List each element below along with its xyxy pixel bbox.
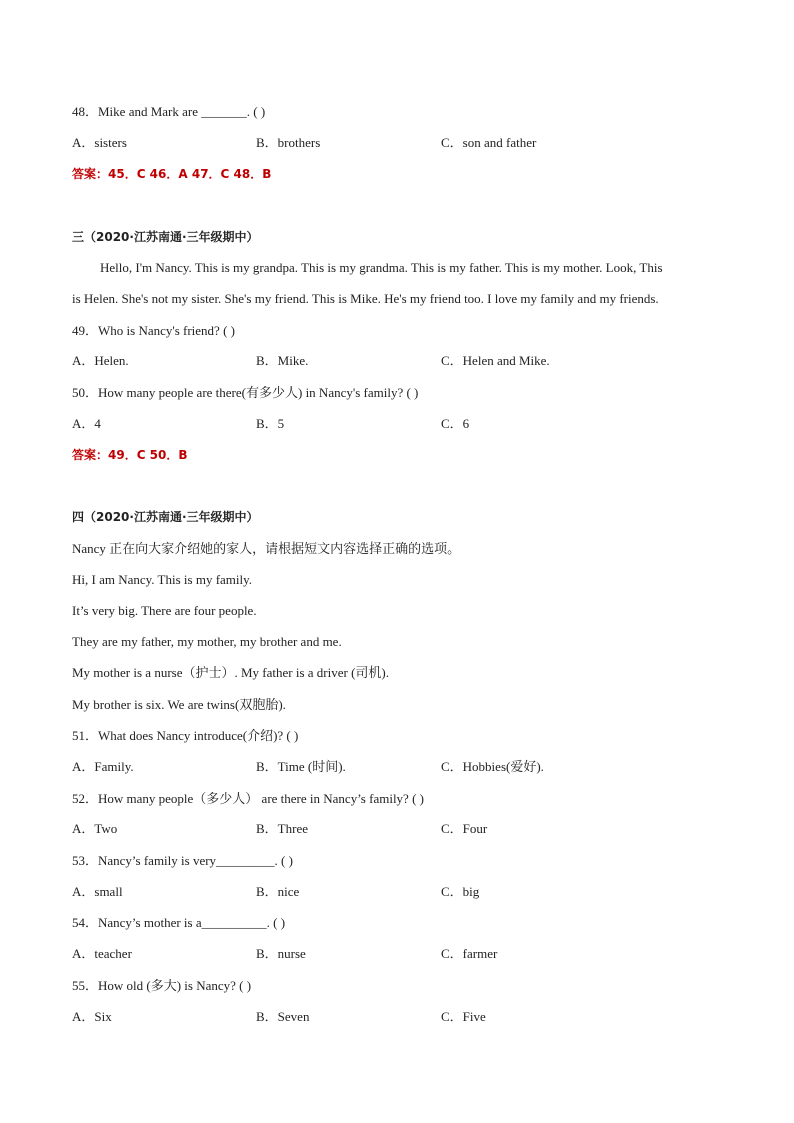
section-4-passage-line: My mother is a nurse（护士）. My father is a driver (司机).	[72, 665, 389, 680]
section-4-passage-line: Hi, I am Nancy. This is my family.	[72, 572, 253, 587]
section-4-passage-line: They are my father, my mother, my brother and me.	[72, 634, 342, 649]
question-48-option-b: B．brothers	[256, 135, 321, 150]
question-51-option-b: B．Time (时间).	[256, 759, 346, 774]
question-52-option-c: C．Four	[441, 821, 488, 836]
question-51-option-a: A．Family.	[72, 759, 134, 774]
section-4-passage-line: It’s very big. There are four people.	[72, 603, 257, 618]
section-4-passage-line: My brother is six. We are twins(双胞胎).	[72, 697, 286, 712]
question-54-option-b: B．nurse	[256, 946, 306, 961]
question-51-stem: 51．What does Nancy introduce(介绍)? ( )	[72, 728, 299, 743]
question-53-option-b: B．nice	[256, 884, 300, 899]
question-50-option-b: B．5	[256, 416, 285, 431]
answer-key-45-48: 答案：45．C 46．A 47．C 48．B	[72, 167, 272, 181]
section-4-intro: Nancy 正在向大家介绍她的家人，请根据短文内容选择正确的选项。	[72, 541, 461, 556]
question-48-option-a: A．sisters	[72, 135, 127, 150]
question-52-option-b: B．Three	[256, 821, 308, 836]
question-53-option-c: C．big	[441, 884, 480, 899]
question-50-stem: 50．How many people are there(有多少人) in Nancy's family? ( )	[72, 385, 419, 400]
question-51-option-c: C．Hobbies(爱好).	[441, 759, 544, 774]
section-3-passage-line-1: Hello, I'm Nancy. This is my grandpa. This is my grandma. This is my father. This is my mother. Look, This	[100, 260, 663, 275]
question-52-option-a: A．Two	[72, 821, 118, 836]
answer-key-49-50: 答案：49．C 50．B	[72, 448, 188, 462]
question-50-option-c: C．6	[441, 416, 470, 431]
question-49-option-c: C．Helen and Mike.	[441, 353, 550, 368]
question-48-stem: 48．Mike and Mark are _______. ( )	[72, 104, 266, 119]
question-55-option-a: A．Six	[72, 1009, 112, 1024]
question-49-option-b: B．Mike.	[256, 353, 309, 368]
question-53-stem: 53．Nancy’s family is very_________. ( )	[72, 853, 293, 868]
question-54-stem: 54．Nancy’s mother is a__________. ( )	[72, 915, 286, 930]
question-52-stem: 52．How many people（多少人） are there in Nancy’s family? ( )	[72, 791, 424, 806]
question-50-option-a: A．4	[72, 416, 101, 431]
section-4-heading: 四（2020·江苏南通·三年级期中）	[72, 510, 259, 524]
section-3-heading: 三（2020·江苏南通·三年级期中）	[72, 230, 259, 244]
question-54-option-c: C．farmer	[441, 946, 498, 961]
question-49-option-a: A．Helen.	[72, 353, 129, 368]
question-55-option-c: C．Five	[441, 1009, 486, 1024]
question-54-option-a: A．teacher	[72, 946, 132, 961]
question-48-option-c: C．son and father	[441, 135, 537, 150]
question-55-stem: 55．How old (多大) is Nancy? ( )	[72, 978, 252, 993]
question-49-stem: 49．Who is Nancy's friend? ( )	[72, 323, 235, 338]
section-3-passage-line-2: is Helen. She's not my sister. She's my friend. This is Mike. He's my friend too. I love my family and my friends.	[72, 291, 659, 306]
question-55-option-b: B．Seven	[256, 1009, 310, 1024]
question-53-option-a: A．small	[72, 884, 123, 899]
